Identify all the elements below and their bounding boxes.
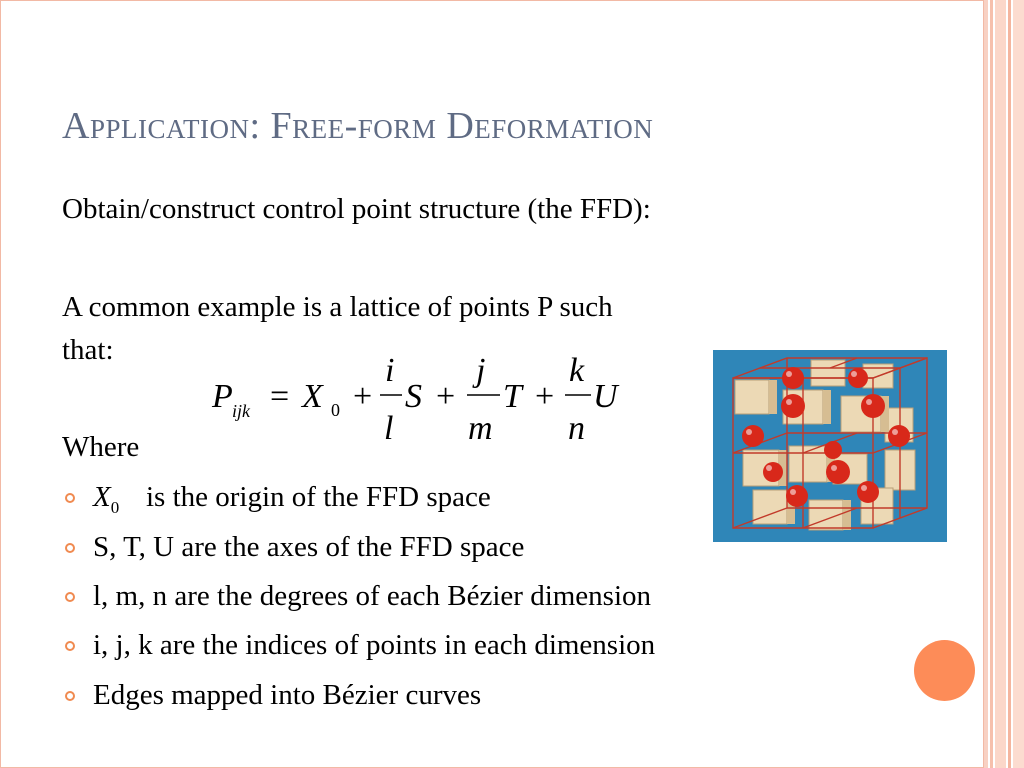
slide-title: Application: Free-form Deformation: [62, 105, 654, 147]
origin-symbol: X: [93, 481, 111, 513]
edge-stripe: [990, 0, 993, 768]
equation-plus: +: [436, 378, 456, 415]
lattice-equation: [210, 350, 650, 450]
bullet-icon: [65, 543, 75, 553]
edge-stripe: [995, 0, 1006, 768]
accent-circle: [914, 640, 975, 701]
intro-text: Obtain/construct control point structure (the FFD):: [62, 193, 651, 225]
equation-origin-symbol: X: [302, 378, 323, 415]
equation-axis-s: S: [405, 378, 422, 415]
equation-plus: +: [353, 378, 373, 415]
equation-denominator-n: n: [568, 410, 585, 447]
bullet-icon: [65, 592, 75, 602]
edge-stripe: [1008, 0, 1011, 768]
bullet-text: Edges mapped into Bézier curves: [93, 679, 482, 711]
bullet-text: S, T, U are the axes of the FFD space: [93, 531, 525, 563]
equation-denominator-l: l: [384, 410, 394, 447]
bullet-text: i, j, k are the indices of points in each dimension: [93, 629, 656, 661]
where-label: Where: [62, 431, 140, 463]
edge-stripe: [1013, 0, 1024, 768]
bullet-icon: [65, 691, 75, 701]
equation-plus: +: [535, 378, 555, 415]
equation-origin-subscript: 0: [331, 400, 340, 420]
equation-numerator-i: i: [385, 352, 395, 389]
equation-lhs-symbol: P: [212, 378, 233, 415]
bullet-origin-math: [93, 481, 119, 518]
equation-denominator-m: m: [468, 410, 493, 447]
bullet-text: l, m, n are the degrees of each Bézier dimension: [93, 580, 652, 612]
bullet-icon: [65, 641, 75, 651]
bullet-icon: [65, 493, 75, 503]
example-text-line-2: that:: [62, 334, 114, 366]
equation-numerator-j: j: [476, 352, 486, 389]
origin-subscript: 0: [110, 497, 120, 517]
equation-numerator-k: k: [569, 352, 585, 389]
example-text-line-1: A common example is a lattice of points P such: [62, 291, 613, 323]
bullet-origin-text: is the origin of the FFD space: [146, 481, 491, 513]
equation-equals: =: [270, 378, 290, 415]
equation-axis-t: T: [503, 378, 522, 415]
equation-axis-u: U: [593, 378, 618, 415]
ffd-lattice-cube-illustration: [713, 350, 947, 542]
edge-stripe: [984, 0, 988, 768]
equation-lhs-subscript: ijk: [232, 401, 250, 421]
